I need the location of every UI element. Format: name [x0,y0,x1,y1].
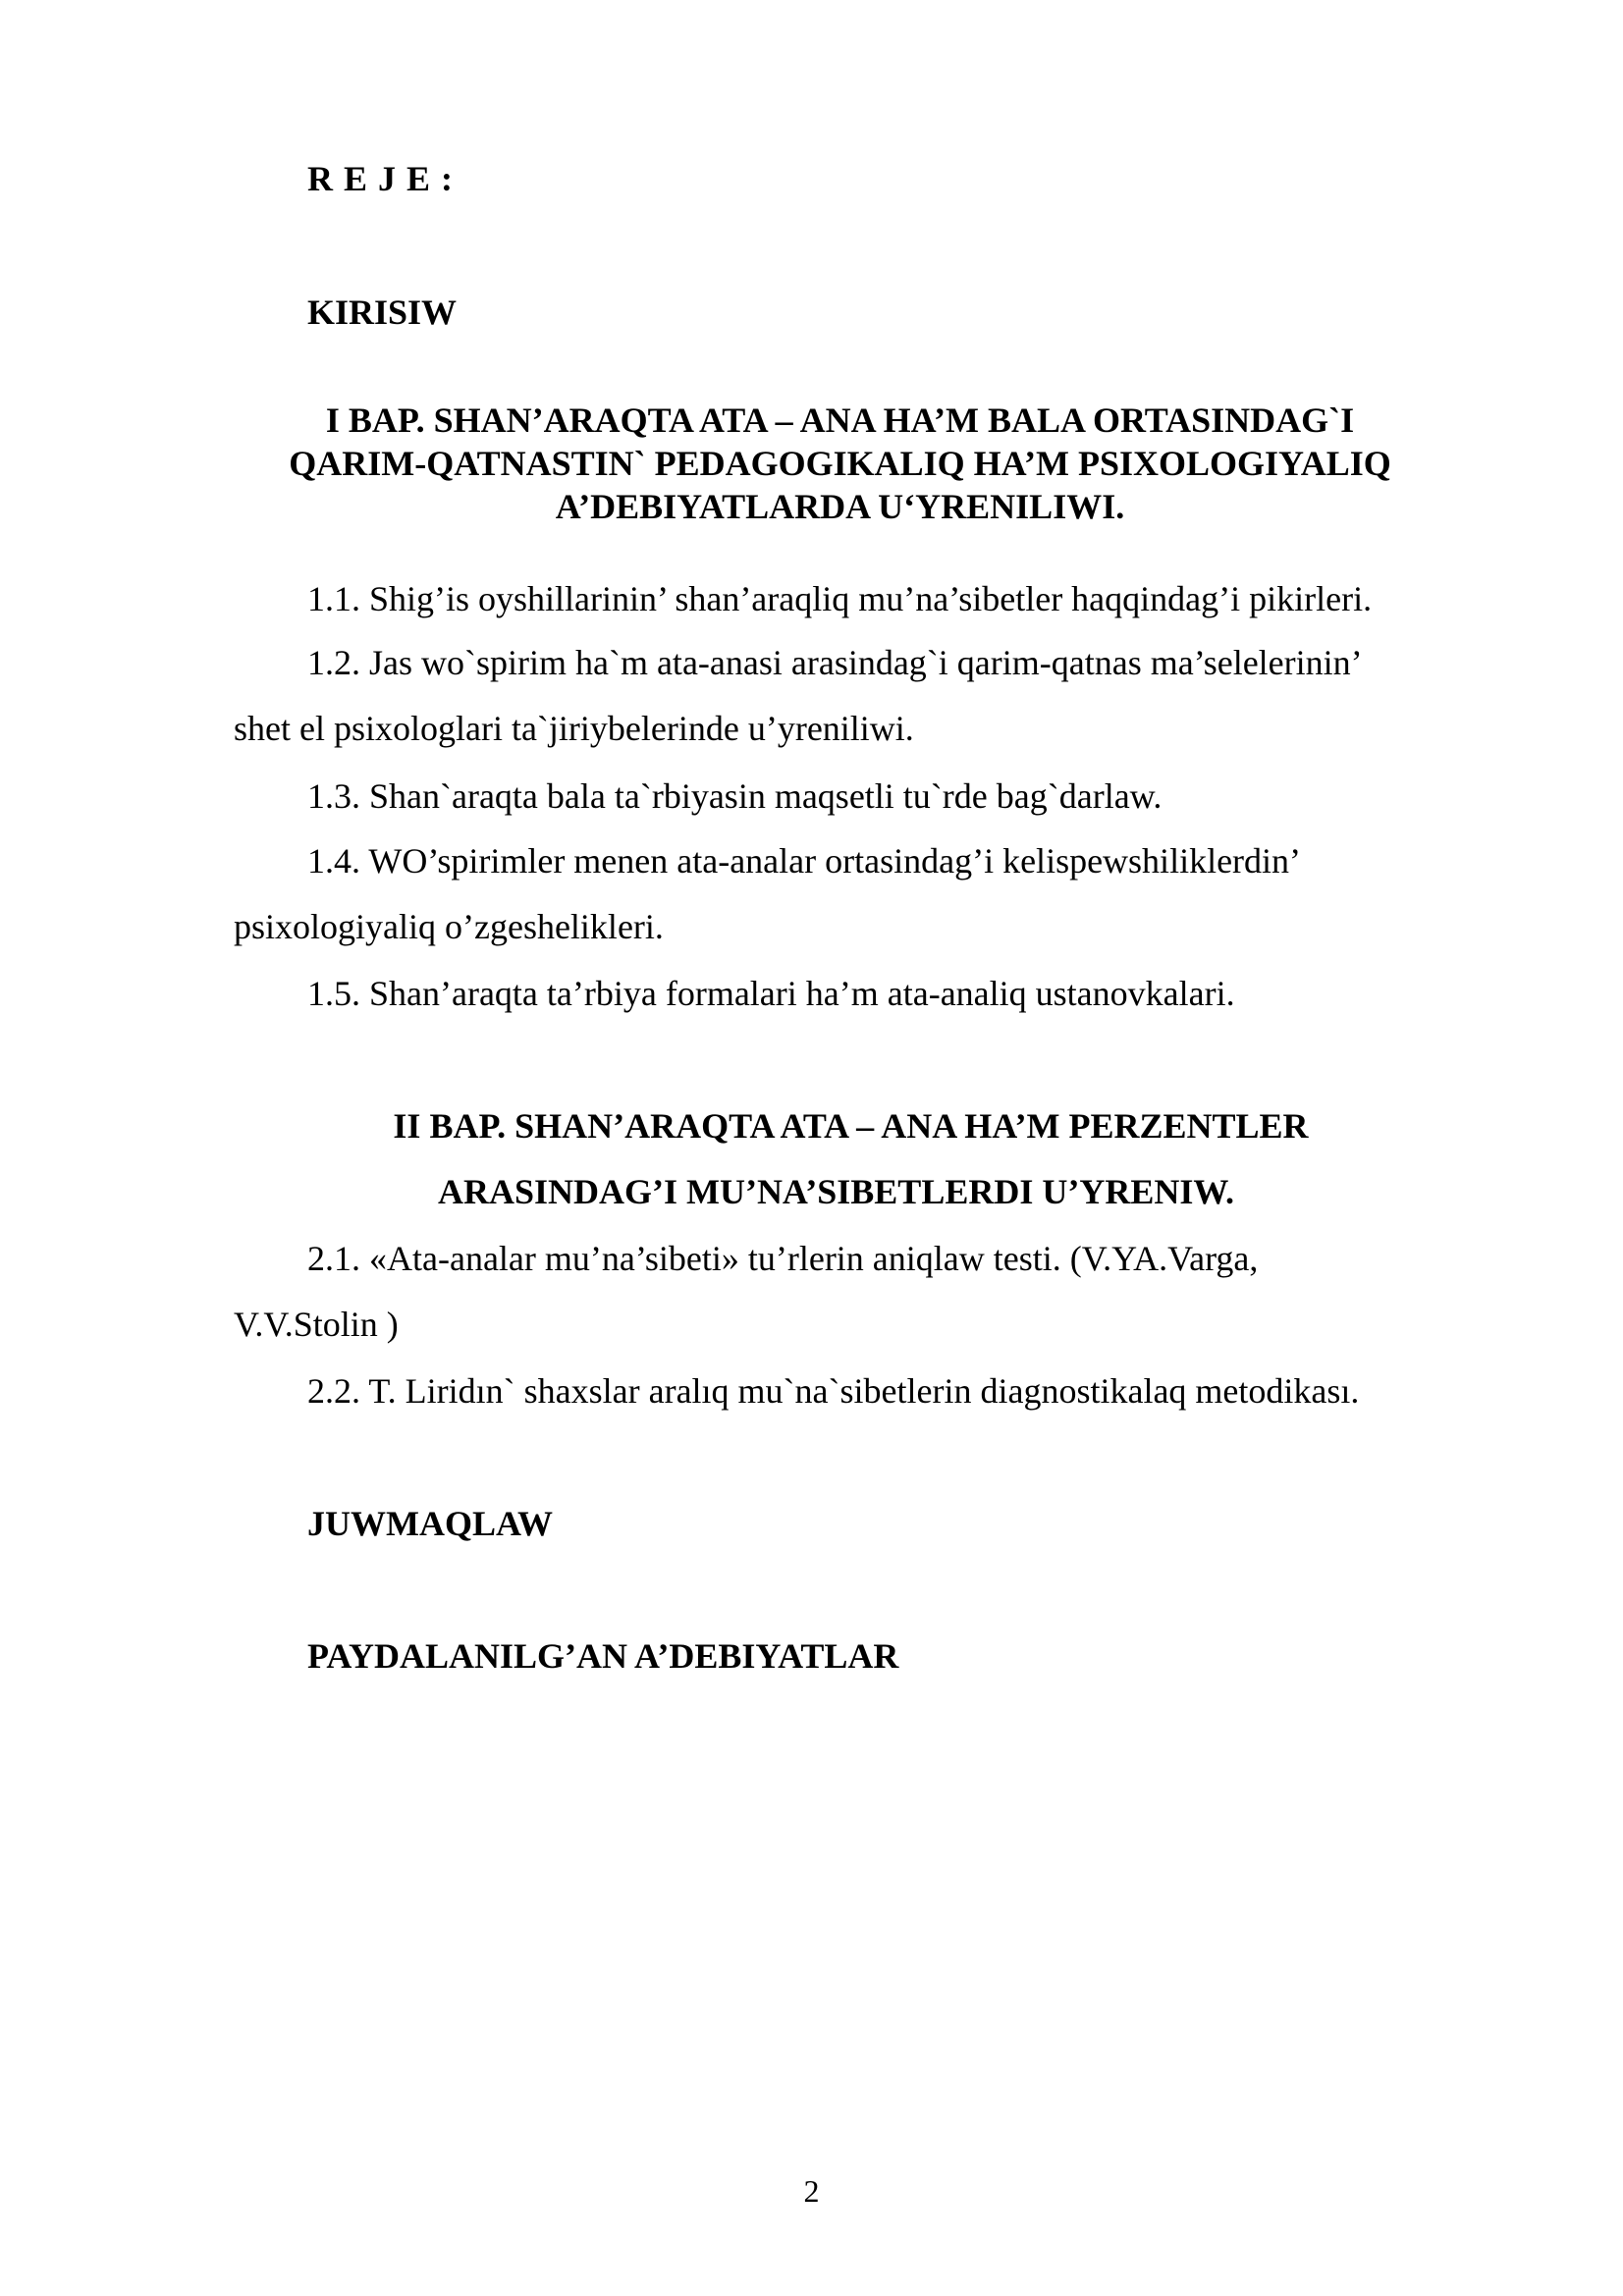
intro-heading: KIRISIW [307,293,458,332]
chapter1-title-line2: QARIM-QATNASTIN` PEDAGOGIKALIQ HA’M PSIXOLOGIYALIQ [289,444,1391,483]
toc-item-2-1-line2: V.V.Stolin ) [234,1305,399,1344]
toc-item-1-3: 1.3. Shan`araqta bala ta`rbiyasin maqsetli tu`rde bag`darlaw. [307,776,1163,816]
toc-item-1-5: 1.5. Shan’araqta ta’rbiya formalari ha’m ata-analiq ustanovkalari. [307,974,1235,1013]
toc-item-2-1-line1: 2.1. «Ata-analar mu’na’sibeti» tu’rlerin aniqlaw testi. (V.YA.Varga, [307,1239,1259,1278]
chapter2-title-line1: II BAP. SHAN’ARAQTA ATA – ANA HA’M PERZENTLER [393,1106,1309,1146]
conclusion-heading: JUWMAQLAW [307,1504,553,1543]
references-heading: PAYDALANILG’AN A’DEBIYATLAR [307,1636,899,1676]
chapter2-title-line2: ARASINDAG’I MU’NA’SIBETLERDI U’YRENIW. [437,1172,1235,1211]
toc-item-2-2: 2.2. T. Liridın` shaxslar aralıq mu`na`sibetlerin diagnostikalaq metodikası. [307,1371,1360,1411]
toc-item-1-2-line2: shet el psixologlari ta`jiriybelerinde u’yreniliwi. [234,709,914,748]
toc-item-1-4-line2: psixologiyaliq o’zgeshelikleri. [234,907,664,946]
plan-heading: R E J E : [307,159,455,198]
chapter1-title-line3: A’DEBIYATLARDA U‘YRENILIWI. [555,487,1125,526]
toc-item-1-1: 1.1. Shig’is oyshillarinin’ shan’araqliq mu’na’sibetler haqqindag’i pikirleri. [307,579,1373,618]
page-number: 2 [803,2173,820,2209]
toc-item-1-2-line1: 1.2. Jas wo`spirim ha`m ata-anasi arasindag`i qarim-qatnas ma’selelerinin’ [307,643,1363,682]
chapter1-title-line1: I BAP. SHAN’ARAQTA ATA – ANA HA’M BALA ORTASINDAG`I [325,400,1355,440]
toc-item-1-4-line1: 1.4. WO’spirimler menen ata-analar ortasindag’i kelispewshiliklerdin’ [307,841,1302,881]
